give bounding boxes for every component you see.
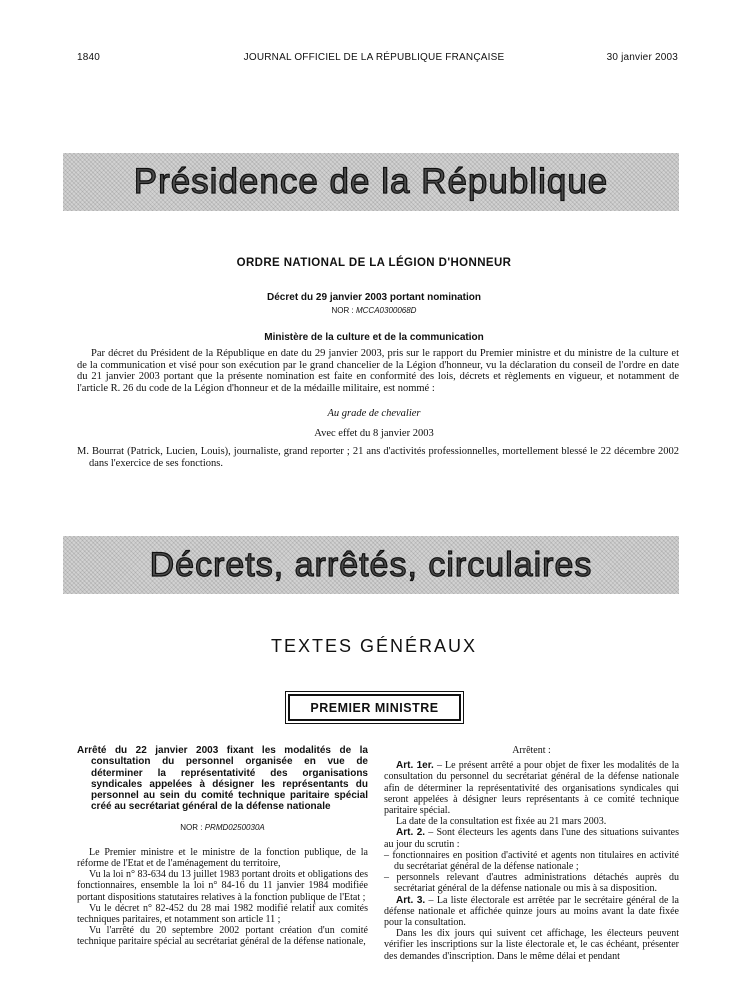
nor-code: PRMD0250030A <box>204 822 265 832</box>
arretent: Arrêtent : <box>512 745 551 756</box>
decret-body: Par décret du Président de la République en date du 29 janvier 2003, pris sur le rapport du Premier ministre et du ministre de la culture et de la communication et visé pour son exécution par le grand chancelier de la Légion d'honneur, vu la déclaration du conseil de l'ordre en date du 21 janvier 2003 portant que la présente nomination est faite en conformité des lois, décrets et règlements en vigueur, et notamment de l'article R. 26 du code de la Légion d'honneur et de la médaille militaire, est nommé : <box>77 348 679 394</box>
textes-generaux-heading: TEXTES GÉNÉRAUX <box>270 636 478 656</box>
visa-paragraph: Vu l'arrêté du 20 septembre 2002 portant création d'un comité technique paritaire spécial au secrétariat général de la défense nationale, <box>77 925 368 948</box>
nor-label: NOR : <box>331 306 354 315</box>
right-column <box>384 745 679 962</box>
article-label: Art. 3. <box>396 894 426 906</box>
nominee-line: M. Bourrat (Patrick, Lucien, Louis), journaliste, grand reporter ; 21 ans d'activités professionnelles, mortellement blessé le 22 décembre 2002 dans l'exercice de ses fonctions. <box>77 446 679 469</box>
article-text: Dans les dix jours qui suivent cet affichage, les électeurs peuvent vérifier les inscriptions sur la liste électorale et, le cas échéant, présenter des demandes d'inscription. Dans le même délai et pendant <box>384 928 679 962</box>
journal-title: JOURNAL OFFICIEL DE LA RÉPUBLIQUE FRANÇAISE <box>243 52 505 63</box>
nor-label: NOR : <box>180 822 203 832</box>
decret-nor <box>0 306 748 315</box>
section-banner-decrets: Décrets, arrêtés, circulaires <box>63 536 679 594</box>
nor-code: MCCA0300068D <box>355 306 417 315</box>
effet-line: Avec effet du 8 janvier 2003 <box>314 428 434 439</box>
section-banner-presidence: Présidence de la République <box>63 153 679 211</box>
visa-paragraph: Vu le décret n° 82-452 du 28 mai 1982 modifié relatif aux comités techniques paritaires, et notamment son article 11 ; <box>77 902 368 925</box>
decret-title: Décret du 29 janvier 2003 portant nomination <box>267 292 481 303</box>
issue-date: 30 janvier 2003 <box>606 52 678 63</box>
grade-line: Au grade de chevalier <box>327 408 421 419</box>
article-label: Art. 2. <box>396 827 426 839</box>
visas <box>77 847 368 948</box>
ministere-heading: Ministère de la culture et de la communication <box>264 332 484 343</box>
visa-paragraph: Vu la loi n° 83-634 du 13 juillet 1983 portant droits et obligations des fonctionnaires, ensemble la loi n° 84-16 du 11 janvier 1984 modifiée portant dispositions statutaires relatives à la fonction publique de l'Etat ; <box>77 869 368 903</box>
article-text: – La liste électorale est arrêtée par le secrétaire général de la défense nationale et affichée quinze jours au moins avant la date fixée pour la consultation. <box>384 894 679 929</box>
list-item: – fonctionnaires en position d'activité et agents non titulaires en activité du secrétariat général de la défense nationale ; <box>384 849 679 873</box>
premier-ministre-box: PREMIER MINISTRE <box>288 694 461 721</box>
visa-paragraph: Le Premier ministre et le ministre de la fonction publique, de la réforme de l'Etat et de l'aménagement du territoire, <box>77 846 368 869</box>
left-column <box>77 745 368 948</box>
article-text: – Le présent arrêté a pour objet de fixer les modalités de la consultation du personnel du secrétariat général de la défense nationale afin de déterminer la représentativité des organisations syndicales qui seront appelées à désigner leurs représentants à ce comité technique paritaire spécial. <box>384 760 680 817</box>
legion-heading: ORDRE NATIONAL DE LA LÉGION D'HONNEUR <box>236 257 512 269</box>
article-text: La date de la consultation est fixée au 21 mars 2003. <box>396 816 607 828</box>
page-number: 1840 <box>77 52 101 63</box>
arrete-title: Arrêté du 22 janvier 2003 fixant les modalités de la consultation du personnel organisée en vue de déterminer la représentativité des organisations syndicales appelées à désigner les représentants du personnel au sein du comité technique paritaire spécial créé au secrétariat général de la défense nationale <box>77 745 368 813</box>
article-text: – Sont électeurs les agents dans l'une des situations suivantes au jour du scrutin : <box>384 827 679 850</box>
arrete-nor <box>77 823 368 832</box>
list-item: – personnels relevant d'autres administrations détachés auprès du secrétariat général de la défense nationale ou mis à sa disposition. <box>384 872 679 895</box>
article-label: Art. 1er. <box>396 760 434 772</box>
